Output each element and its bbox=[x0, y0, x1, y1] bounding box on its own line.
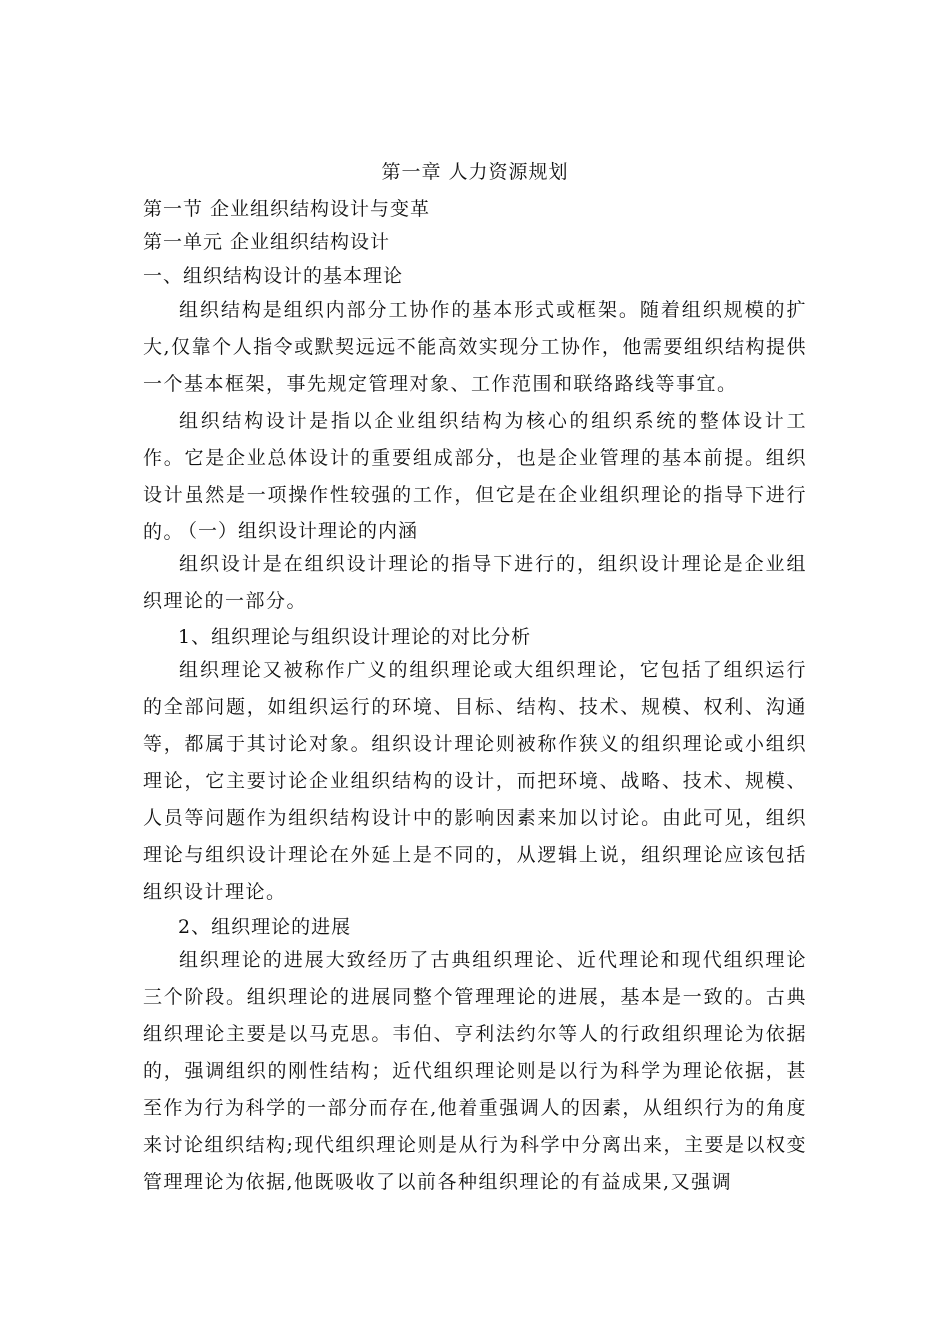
paragraph-org-structure: 组织结构是组织内部分工协作的基本形式或框架。随着组织规模的扩大,仅靠个人指令或默契远远不能高效实现分工协作，他需要组织结构提供一个基本框架，事先规定管理对象、工作范围和联络路线等事宜。 bbox=[143, 299, 807, 395]
paragraph-progress: 组织理论的进展大致经历了古典组织理论、近代理论和现代组织理论三个阶段。组织理论的进展同整个管理理论的进展，基本是一致的。古典组织理论主要是以马克思。韦伯、亨利法约尔等人的行政组织理论为依据的，强调组织的刚性结构；近代组织理论则是以行为科学为理论依据，甚至作为行为科学的一部分而存在,他着重强调人的因素，从组织行为的角度来讨论组织结构;现代组织理论则是从行为科学中分离出来，主要是以权变管理理论为依据,他既吸收了以前各种组织理论的有益成果,又强调 bbox=[143, 949, 807, 1193]
section-title: 第一节 企业组织结构设计与变革 bbox=[143, 198, 431, 220]
chapter-title: 第一章 人力资源规划 bbox=[381, 161, 569, 183]
subheading-comparison: 1、组织理论与组织设计理论的对比分析 bbox=[178, 626, 532, 648]
paragraph-comparison: 组织理论又被称作广义的组织理论或大组织理论，它包括了组织运行的全部问题，如组织运行的环境、目标、结构、技术、规模、权利、沟通等，都属于其讨论对象。组织设计理论则被称作狭义的组织理论或小组织理论，它主要讨论企业组织结构的设计，而把环境、战略、技术、规模、人员等问题作为组织结构设计中的影响因素来加以讨论。由此可见，组织理论与组织设计理论在外延上是不同的，从逻辑上说，组织理论应该包括组织设计理论。 bbox=[143, 659, 807, 903]
unit-title: 第一单元 企业组织结构设计 bbox=[143, 231, 391, 253]
subheading-design-theory-connotation: （一）组织设计理论的内涵 bbox=[178, 520, 419, 542]
subheading-progress: 2、组织理论的进展 bbox=[178, 916, 352, 938]
paragraph-org-design: 组织结构设计是指以企业组织结构为核心的组织系统的整体设计工作。它是企业总体设计的重要组成部分，也是企业管理的基本前提。组织设计虽然是一项操作性较强的工作，但它是在企业组织理论的指导下进行的。 bbox=[143, 410, 807, 543]
heading-basic-theory: 一、组织结构设计的基本理论 bbox=[143, 265, 404, 287]
paragraph-design-theory: 组织设计是在组织设计理论的指导下进行的，组织设计理论是企业组织理论的一部分。 bbox=[143, 553, 807, 612]
